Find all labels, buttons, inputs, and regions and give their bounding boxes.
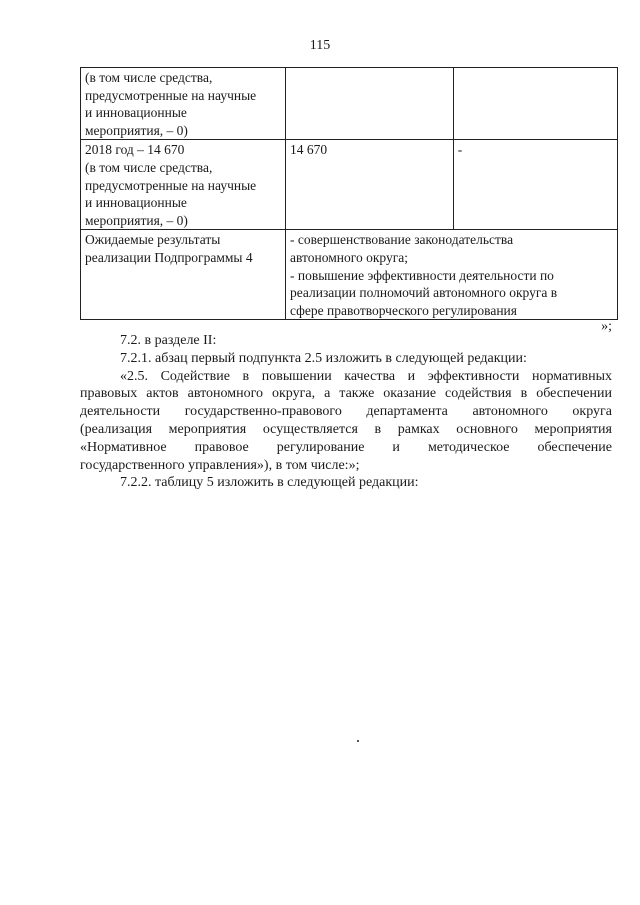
paragraph-line: деятельности государственно-правового департамента автономного округа (80, 404, 612, 420)
cell-line: (в том числе средства, (85, 159, 213, 175)
cell-line: - совершенствование законодательства (290, 232, 514, 248)
table-cell (81, 230, 286, 320)
table-cell (81, 140, 286, 230)
cell-line: мероприятия, – 0) (85, 122, 188, 138)
cell-line: предусмотренные на научные (85, 177, 257, 193)
paragraph: 7.2.1. абзац первый подпункта 2.5 изложить в следующей редакции: (120, 350, 527, 366)
cell-line: сфере правотворческого регулирования (290, 302, 517, 318)
cell-line: - повышение эффективности деятельности по (290, 267, 554, 283)
cell-value: 14 670 (290, 142, 328, 158)
cell-line: и инновационные (85, 195, 187, 211)
cell-line: реализации полномочий автономного округа в (290, 285, 558, 301)
paragraph-line: «2.5. Содействие в повышении качества и эффективности нормативных (120, 368, 612, 384)
page-number: 115 (309, 38, 331, 53)
table-cell (286, 230, 618, 320)
paragraph-line: (реализация мероприятия осуществляется в рамках основного мероприятия (80, 421, 612, 437)
paragraph-line: «Нормативное правовое регулирование и методическое обеспечение (80, 439, 612, 455)
table-cell (286, 140, 454, 230)
cell-line: и инновационные (85, 105, 187, 121)
table-row (81, 68, 618, 140)
table-cell (286, 68, 454, 140)
cell-line: автономного округа; (290, 249, 408, 265)
body-text (80, 332, 612, 492)
cell-line: реализации Подпрограммы 4 (85, 249, 253, 265)
paragraph: 7.2.2. таблицу 5 изложить в следующей редакции: (120, 475, 419, 491)
table-cell (453, 68, 617, 140)
table-cell (81, 68, 286, 140)
cell-line: Ожидаемые результаты (85, 232, 221, 248)
cell-line: мероприятия, – 0) (85, 212, 188, 228)
cell-line: предусмотренные на научные (85, 87, 257, 103)
cell-line: 2018 год – 14 670 (85, 142, 185, 158)
cell-line: (в том числе средства, (85, 70, 213, 85)
table-cell (453, 140, 617, 230)
cell-value: - (457, 142, 463, 158)
paragraph: 7.2. в разделе II: (120, 333, 217, 348)
table-row (81, 230, 618, 320)
closing-quote: »; (601, 319, 612, 334)
scan-speck (357, 740, 359, 742)
funding-table (80, 67, 618, 320)
table-row (81, 140, 618, 230)
paragraph-line: правовых актов автономного округа, а также оказание содействия в обеспечении (80, 386, 612, 402)
paragraph-line: государственного управления»), в том числе:»; (80, 457, 360, 473)
